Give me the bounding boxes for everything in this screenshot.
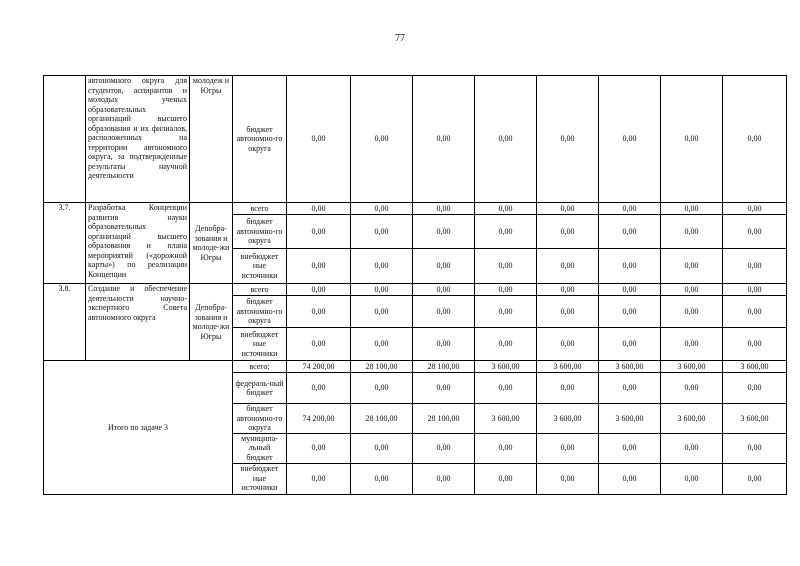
- amount-cell: 0,00: [599, 296, 661, 328]
- funding-source: всего: [233, 203, 287, 215]
- amount-cell: 0,00: [287, 215, 351, 249]
- amount-cell: 0,00: [475, 284, 537, 296]
- amount-cell: 0,00: [599, 433, 661, 463]
- amount-cell: 0,00: [351, 215, 413, 249]
- amount-cell: 0,00: [413, 249, 475, 284]
- amount-cell: 3 600,00: [661, 404, 723, 434]
- amount-cell: 0,00: [475, 433, 537, 463]
- funding-source: муниципа-льный бюджет: [233, 433, 287, 463]
- amount-cell: 0,00: [351, 284, 413, 296]
- amount-cell: 3 600,00: [661, 361, 723, 373]
- amount-cell: 0,00: [475, 76, 537, 203]
- amount-cell: 0,00: [351, 328, 413, 361]
- amount-cell: 0,00: [661, 328, 723, 361]
- responsible: Депобра-зования и молоде-жи Югры: [190, 284, 233, 361]
- amount-cell: 0,00: [413, 433, 475, 463]
- item-description: автономного округа для студентов, аспирантов и молодых ученых образовательных организаций высшего образования и их филиалов, расположенных на территории автономного округа, за подтвержденные результаты научной деятельности: [86, 76, 190, 203]
- amount-cell: 0,00: [537, 328, 599, 361]
- amount-cell: 0,00: [475, 373, 537, 404]
- table-row: [44, 203, 787, 215]
- amount-cell: 0,00: [599, 203, 661, 215]
- amount-cell: 0,00: [723, 284, 787, 296]
- amount-cell: 0,00: [287, 433, 351, 463]
- amount-cell: 0,00: [537, 215, 599, 249]
- amount-cell: 0,00: [661, 249, 723, 284]
- responsible: Депобра-зования и молоде-жи Югры: [190, 203, 233, 284]
- funding-source: бюджет автономно-го округа: [233, 296, 287, 328]
- amount-cell: 0,00: [287, 249, 351, 284]
- item-description: Создание и обеспечение деятельности научно-экспертного Совета автономного округа: [86, 284, 190, 361]
- amount-cell: 0,00: [599, 328, 661, 361]
- amount-cell: 0,00: [287, 373, 351, 404]
- amount-cell: 0,00: [351, 203, 413, 215]
- amount-cell: 0,00: [475, 215, 537, 249]
- amount-cell: 0,00: [287, 296, 351, 328]
- amount-cell: 0,00: [599, 215, 661, 249]
- amount-cell: 0,00: [475, 203, 537, 215]
- amount-cell: 0,00: [413, 463, 475, 494]
- amount-cell: 0,00: [413, 284, 475, 296]
- amount-cell: 0,00: [287, 284, 351, 296]
- amount-cell: 0,00: [661, 203, 723, 215]
- amount-cell: 0,00: [537, 296, 599, 328]
- amount-cell: 0,00: [723, 215, 787, 249]
- amount-cell: 0,00: [723, 76, 787, 203]
- amount-cell: 0,00: [723, 296, 787, 328]
- amount-cell: 0,00: [599, 463, 661, 494]
- amount-cell: 0,00: [723, 328, 787, 361]
- amount-cell: 0,00: [537, 203, 599, 215]
- amount-cell: 3 600,00: [475, 361, 537, 373]
- funding-source: всего: [233, 284, 287, 296]
- total-row: [44, 361, 787, 373]
- amount-cell: 0,00: [413, 328, 475, 361]
- amount-cell: 3 600,00: [599, 404, 661, 434]
- amount-cell: 0,00: [537, 284, 599, 296]
- amount-cell: 0,00: [723, 249, 787, 284]
- amount-cell: 3 600,00: [723, 361, 787, 373]
- funding-source: внебюджет ные источники: [233, 463, 287, 494]
- amount-cell: 0,00: [537, 249, 599, 284]
- amount-cell: 3 600,00: [475, 404, 537, 434]
- amount-cell: 0,00: [413, 76, 475, 203]
- amount-cell: 0,00: [661, 463, 723, 494]
- amount-cell: 0,00: [661, 296, 723, 328]
- amount-cell: 0,00: [537, 433, 599, 463]
- amount-cell: 28 100,00: [413, 361, 475, 373]
- amount-cell: 0,00: [287, 463, 351, 494]
- funding-source: всего:: [233, 361, 287, 373]
- amount-cell: 0,00: [723, 463, 787, 494]
- amount-cell: 0,00: [723, 433, 787, 463]
- amount-cell: 0,00: [599, 249, 661, 284]
- amount-cell: 0,00: [413, 373, 475, 404]
- amount-cell: 28 100,00: [413, 404, 475, 434]
- funding-source: бюджет автономно-го округа: [233, 404, 287, 434]
- amount-cell: 0,00: [351, 463, 413, 494]
- funding-source: бюджет автономно-го округа: [233, 76, 287, 203]
- amount-cell: 0,00: [351, 76, 413, 203]
- amount-cell: 0,00: [537, 373, 599, 404]
- table-row: [44, 284, 787, 296]
- amount-cell: 0,00: [475, 463, 537, 494]
- amount-cell: 0,00: [599, 373, 661, 404]
- funding-source: внебюджет ные источники: [233, 249, 287, 284]
- budget-table: [43, 75, 787, 495]
- amount-cell: 3 600,00: [723, 404, 787, 434]
- amount-cell: 0,00: [351, 433, 413, 463]
- amount-cell: 3 600,00: [537, 361, 599, 373]
- amount-cell: 0,00: [475, 249, 537, 284]
- funding-source: федераль-ный бюджет: [233, 373, 287, 404]
- item-number: 3.8.: [44, 284, 86, 361]
- amount-cell: 0,00: [661, 215, 723, 249]
- amount-cell: 0,00: [287, 76, 351, 203]
- responsible: молодеж и Югры: [190, 76, 233, 203]
- amount-cell: 3 600,00: [537, 404, 599, 434]
- amount-cell: 0,00: [661, 284, 723, 296]
- amount-cell: 0,00: [351, 373, 413, 404]
- funding-source: бюджет автономно-го округа: [233, 215, 287, 249]
- item-number: [44, 76, 86, 203]
- page-number: 77: [395, 33, 405, 44]
- amount-cell: 0,00: [475, 328, 537, 361]
- amount-cell: 0,00: [475, 296, 537, 328]
- amount-cell: 0,00: [287, 328, 351, 361]
- amount-cell: 0,00: [723, 203, 787, 215]
- amount-cell: 0,00: [661, 373, 723, 404]
- amount-cell: 0,00: [287, 203, 351, 215]
- table-row: [44, 76, 787, 203]
- item-description: Разработка Концепции развития науки образовательных организаций высшего образования и плана мероприятий («дорожной карты») по реализации Концепции: [86, 203, 190, 284]
- amount-cell: 0,00: [599, 284, 661, 296]
- amount-cell: 0,00: [537, 463, 599, 494]
- amount-cell: 0,00: [661, 433, 723, 463]
- amount-cell: 74 200,00: [287, 404, 351, 434]
- amount-cell: 3 600,00: [599, 361, 661, 373]
- amount-cell: 0,00: [351, 249, 413, 284]
- item-number: 3.7.: [44, 203, 86, 284]
- amount-cell: 74 200,00: [287, 361, 351, 373]
- amount-cell: 28 100,00: [351, 361, 413, 373]
- funding-source: внебюджет ные источники: [233, 328, 287, 361]
- amount-cell: 0,00: [413, 296, 475, 328]
- amount-cell: 0,00: [661, 76, 723, 203]
- amount-cell: 0,00: [537, 76, 599, 203]
- amount-cell: 0,00: [351, 296, 413, 328]
- amount-cell: 0,00: [723, 373, 787, 404]
- amount-cell: 0,00: [599, 76, 661, 203]
- amount-cell: 28 100,00: [351, 404, 413, 434]
- amount-cell: 0,00: [413, 215, 475, 249]
- total-label: Итого по задаче 3: [44, 361, 233, 495]
- amount-cell: 0,00: [413, 203, 475, 215]
